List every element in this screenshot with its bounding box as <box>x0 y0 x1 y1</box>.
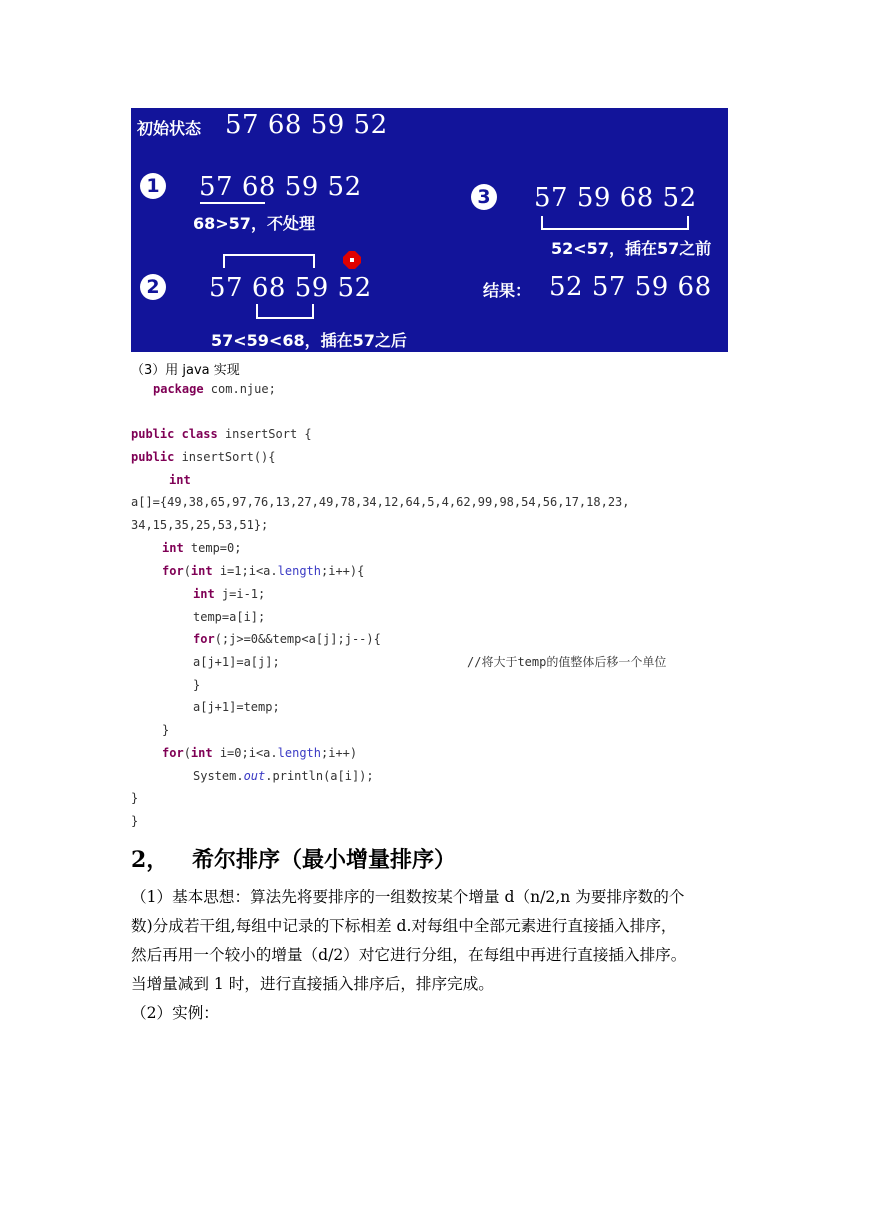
code-keyword: class <box>181 427 218 441</box>
code-text: ( <box>183 746 191 760</box>
code-line <box>131 426 312 442</box>
code-keyword: package <box>153 382 204 396</box>
code-keyword: for <box>162 746 184 760</box>
code-line <box>169 472 191 488</box>
code-line: a[j+1]=a[j]; <box>193 655 280 669</box>
code-line <box>162 540 241 556</box>
step-1-marker: 1 <box>140 173 166 199</box>
code-keyword: int <box>190 746 213 760</box>
paragraph-line: 数)分成若干组,每组中记录的下标相差 d.对每组中全部元素进行直接插入排序， <box>131 917 677 935</box>
step-3-marker: 3 <box>471 184 497 210</box>
code-line <box>193 586 265 602</box>
code-line <box>153 381 276 397</box>
code-text: j=i-1; <box>214 587 266 601</box>
step-2-bottom-bracket-right <box>312 304 314 318</box>
result-numbers: 52 57 59 68 <box>549 272 712 302</box>
code-line <box>193 631 381 647</box>
code-keyword: int <box>162 541 184 555</box>
code-text: (;j>=0&&temp<a[j];j--){ <box>214 632 381 646</box>
step-1-numbers: 57 68 59 52 <box>199 172 362 202</box>
step-2-top-bracket <box>223 254 315 256</box>
code-keyword: public <box>131 427 175 441</box>
step-2-note: 57<59<68，插在57之后 <box>211 331 407 350</box>
code-line <box>131 449 276 465</box>
code-text: .println(a[i]); <box>265 769 374 783</box>
step-2-bottom-bracket <box>256 317 314 319</box>
code-keyword: int <box>193 587 215 601</box>
code-text: i=0;i<a. <box>212 746 278 760</box>
insert-position-marker-icon <box>343 251 361 269</box>
section-number: 2， <box>131 847 169 873</box>
step-3-bracket-left <box>541 216 543 229</box>
paragraph-line: （1）基本思想：算法先将要排序的一组数按某个增量 d（n/2,n 为要排序数的个 <box>131 888 685 906</box>
paragraph-line: 然后再用一个较小的增量（d/2）对它进行分组，在每组中再进行直接插入排序。 <box>131 946 687 964</box>
code-line <box>193 768 374 784</box>
code-keyword: public <box>131 450 175 464</box>
figure-caption: （3）用 java 实现 <box>131 363 240 378</box>
code-line: a[]={49,38,65,97,76,13,27,49,78,34,12,64,5,4,62,99,98,54,56,17,18,23, <box>131 495 630 509</box>
code-line: 34,15,35,25,53,51}; <box>131 518 269 532</box>
step-1-underline <box>200 202 265 204</box>
step-2-numbers: 57 68 59 52 <box>209 273 372 303</box>
paragraph-line: 当增量减到 1 时，进行直接插入排序后，排序完成。 <box>131 975 494 993</box>
code-keyword: for <box>193 632 215 646</box>
step-2-top-bracket-right <box>313 254 315 268</box>
code-text: temp=0; <box>183 541 242 555</box>
section-title: 希尔排序（最小增量排序） <box>192 847 457 873</box>
code-line: } <box>131 791 139 805</box>
code-line <box>162 563 364 579</box>
code-field: length <box>277 564 321 578</box>
step-1-note: 68>57，不处理 <box>193 214 315 233</box>
code-keyword: int <box>169 473 191 487</box>
step-3-numbers: 57 59 68 52 <box>534 183 697 213</box>
insertion-sort-figure <box>131 108 728 352</box>
initial-state-label: 初始状态 <box>137 119 202 138</box>
code-line: temp=a[i]; <box>193 610 266 624</box>
initial-state-numbers: 57 68 59 52 <box>225 110 388 140</box>
result-label: 结果： <box>483 281 532 300</box>
code-keyword: for <box>162 564 184 578</box>
code-line: } <box>162 723 170 737</box>
step-3-note: 52<57，插在57之前 <box>551 239 712 258</box>
step-3-bracket-right <box>687 216 689 229</box>
code-keyword: int <box>190 564 213 578</box>
code-static-field: out <box>243 769 266 783</box>
code-line: a[j+1]=temp; <box>193 700 280 714</box>
code-line <box>162 745 357 761</box>
code-field: length <box>277 746 321 760</box>
example-label: （2）实例： <box>131 1004 219 1022</box>
step-3-bracket <box>541 228 689 230</box>
step-2-marker: 2 <box>140 274 166 300</box>
code-text: ;i++) <box>321 746 358 760</box>
code-text: i=1;i<a. <box>212 564 278 578</box>
code-text: ;i++){ <box>321 564 365 578</box>
code-text: ( <box>183 564 191 578</box>
step-2-bottom-bracket-left <box>256 304 258 318</box>
section-heading <box>131 843 456 874</box>
code-text: com.njue; <box>203 382 276 396</box>
code-text: insertSort { <box>217 427 312 441</box>
code-line: } <box>193 678 201 692</box>
code-comment: //将大于temp的值整体后移一个单位 <box>467 655 667 669</box>
step-2-top-bracket-left <box>223 254 225 268</box>
code-line: } <box>131 814 139 828</box>
code-text: insertSort(){ <box>174 450 276 464</box>
code-text: System. <box>193 769 244 783</box>
